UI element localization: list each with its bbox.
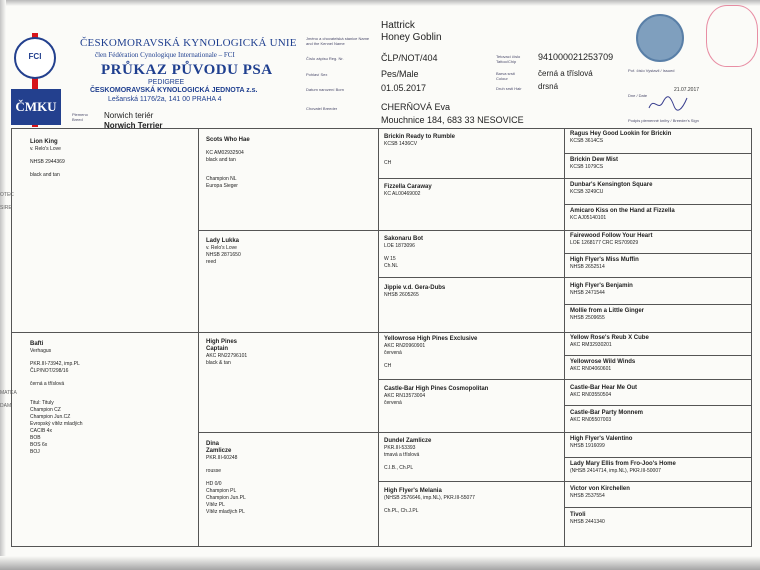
g4-name: Lady Mary Ellis from Fro-Joo's Home bbox=[570, 461, 676, 467]
breed-english: Norwich Terrier bbox=[104, 121, 163, 130]
g4-cell bbox=[570, 308, 644, 322]
g3-reg: (NHSB 2576646, imp.NL), PKR.III-55077 bbox=[384, 495, 475, 501]
dog-reg-number: ČLP/NOT/404 bbox=[381, 53, 438, 63]
dam-title: Champion CZ bbox=[30, 407, 61, 413]
sire-reg: NHSB 2944369 bbox=[30, 159, 65, 165]
scan-shadow-top bbox=[0, 0, 760, 6]
g4-cell bbox=[570, 157, 618, 171]
row-divider-s3 bbox=[564, 204, 751, 205]
dog-name-line2: Honey Goblin bbox=[381, 32, 442, 43]
sire-kennel: v. Relo's Love bbox=[30, 146, 61, 152]
g3-reg: AKC RN13573004 bbox=[384, 393, 426, 399]
row-divider-s9 bbox=[564, 355, 751, 356]
g4-name: Yellowrose Wild Winds bbox=[570, 359, 636, 365]
g4-reg: NHSB 2441340 bbox=[570, 519, 605, 525]
ss-colour: black and tan bbox=[206, 157, 236, 163]
g3-cell bbox=[384, 134, 455, 167]
g3-title: C.I.B., Ch.PL bbox=[384, 465, 414, 471]
dd-kennel: Zamlicze bbox=[206, 448, 232, 454]
document-subtitle: PEDIGREE bbox=[148, 79, 185, 86]
col-divider-2 bbox=[378, 129, 379, 546]
g4-name: Castle-Bar Hear Me Out bbox=[570, 385, 638, 391]
sign-label: Podpis plemenné knihy / Breeder's Sign bbox=[628, 118, 699, 123]
g3-name: Brickin Ready to Rumble bbox=[384, 134, 456, 140]
g4-reg: AKC RN05507003 bbox=[570, 417, 612, 423]
dog-name-line1: Hattrick bbox=[381, 20, 415, 31]
g3-colour: tmavá a tříslová bbox=[384, 452, 420, 458]
g4-name: Brickin Dew Mist bbox=[570, 157, 619, 163]
g3-reg: KCSB 1436CV bbox=[384, 141, 418, 147]
reg-label: Číslo zápisu Reg. Nr. bbox=[306, 56, 344, 61]
g4-name: Castle-Bar Party Monnem bbox=[570, 410, 644, 416]
g4-reg: NHSB 2537554 bbox=[570, 493, 605, 499]
dam-dam-cell bbox=[206, 441, 246, 516]
col-divider-3 bbox=[564, 129, 565, 546]
dam-cell bbox=[30, 341, 83, 456]
g4-reg: AKC RN04060601 bbox=[570, 366, 612, 372]
g4-reg: AKC RN03550504 bbox=[570, 392, 612, 398]
dd-name: Dina bbox=[206, 441, 220, 447]
g3-cell bbox=[384, 184, 432, 198]
dam-sire-cell bbox=[206, 339, 247, 367]
cmku-logo bbox=[11, 33, 61, 127]
colour-label: Barva srsti Colour bbox=[496, 71, 515, 81]
breed-label: Plemeno Breed bbox=[72, 112, 88, 122]
g4-reg: NHSB 1916099 bbox=[570, 443, 605, 449]
g4-cell bbox=[570, 335, 649, 349]
g3-title: W 15 bbox=[384, 256, 396, 262]
dam-title: BOB bbox=[30, 435, 41, 441]
dog-sex: Pes/Male bbox=[381, 69, 419, 79]
g3-name: Dundel Zamlicze bbox=[384, 438, 432, 444]
breeder-name: CHERŇOVÁ Eva bbox=[381, 102, 451, 112]
g4-name: Tivoli bbox=[570, 512, 586, 518]
dam-title: CACIB 4x bbox=[30, 428, 52, 434]
union-title: ČESKOMORAVSKÁ KYNOLOGICKÁ UNIE bbox=[80, 37, 297, 49]
g3-name: Fizzella Caraway bbox=[384, 184, 432, 190]
dd-title: Champion Jun.PL bbox=[206, 495, 246, 501]
dd-title: HD 0/0 bbox=[206, 481, 222, 487]
g4-name: Yellow Rose's Reub X Cube bbox=[570, 335, 649, 341]
breeder-label: Chovatel Breeder bbox=[306, 106, 338, 111]
g3-cell bbox=[384, 285, 445, 299]
g4-name: Dunbar's Kensington Square bbox=[570, 182, 653, 188]
row-divider-s13 bbox=[564, 457, 751, 458]
g4-cell bbox=[570, 385, 637, 399]
dam-title: BOJ bbox=[30, 449, 40, 455]
dd-colour: rousse bbox=[206, 468, 222, 474]
row-divider-e1 bbox=[378, 178, 751, 179]
name-label: Jméno a chovatelská stanice Name and the Kennel Name bbox=[306, 36, 370, 46]
scan-shadow-bottom bbox=[0, 556, 760, 570]
row-divider-q3 bbox=[198, 432, 751, 433]
dob-label: Datum narození Born bbox=[306, 87, 345, 92]
g4-reg: KCSB 1079CS bbox=[570, 164, 604, 170]
g4-name: Ragus Hey Good Lookin for Brickin bbox=[570, 131, 672, 137]
g4-name: Victor von Kirchellen bbox=[570, 486, 630, 492]
document-title: PRŮKAZ PŮVODU PSA bbox=[101, 62, 273, 78]
sd-colour: reed bbox=[206, 259, 217, 265]
issue-date: 21.07.2017 bbox=[674, 87, 700, 93]
fci-member-line: člen Fédération Cynologique Internationale – FCI bbox=[95, 51, 235, 59]
hair-label: Druh srsti Hair bbox=[496, 86, 522, 91]
organization-address: Lešanská 1176/2a, 141 00 PRAHA 4 bbox=[108, 96, 222, 103]
dam-side-label: MATKA DAM bbox=[0, 390, 17, 409]
dam-title: Evropský vítěz mladých bbox=[30, 421, 83, 427]
dam-title: BOS 6x bbox=[30, 442, 48, 448]
red-stamp-icon bbox=[706, 5, 758, 67]
dog-name bbox=[381, 20, 442, 44]
row-divider-e5 bbox=[378, 379, 751, 380]
g3-reg: KC AL00469002 bbox=[384, 191, 421, 197]
fci-seal-icon bbox=[14, 37, 56, 79]
g3-colour: červená bbox=[384, 400, 402, 406]
fci-logo-text: FCI bbox=[28, 52, 42, 61]
row-divider-s11 bbox=[564, 405, 751, 406]
breeder-info bbox=[381, 101, 524, 127]
date-label: Dne / Date bbox=[628, 93, 648, 98]
cmku-logo-box bbox=[11, 89, 61, 125]
row-divider-s15 bbox=[564, 507, 751, 508]
dd-title: Vítěz PL bbox=[206, 502, 225, 508]
g4-cell bbox=[570, 359, 635, 373]
ds-reg: AKC RN22796101 bbox=[206, 353, 248, 359]
g4-name: Fairewood Follow Your Heart bbox=[570, 233, 653, 239]
g3-reg: PKR.III-53393 bbox=[384, 445, 416, 451]
g3-reg: LOE 1873096 bbox=[384, 243, 415, 249]
breed-czech: Norwich teriér bbox=[104, 111, 154, 120]
chip-label: Tetovací číslo Tattoo/Chip bbox=[496, 54, 521, 64]
g4-name: Amicaro Kiss on the Hand at Fizzella bbox=[570, 208, 675, 214]
g4-cell bbox=[570, 486, 630, 500]
ds-kennel: Captain bbox=[206, 346, 229, 352]
ss-name: Scots Who Hae bbox=[206, 137, 250, 143]
dam-title: Titul: Tituly bbox=[30, 400, 54, 406]
g4-cell bbox=[570, 436, 632, 450]
row-divider-q1 bbox=[198, 230, 751, 231]
dam-reg: PKR.III-73942, imp.PL bbox=[30, 361, 80, 367]
coat-type: drsná bbox=[538, 82, 559, 91]
sire-side-label: OTEC SIRE bbox=[0, 192, 14, 211]
g4-cell bbox=[570, 182, 652, 196]
sire-sire-cell bbox=[206, 137, 250, 190]
g4-reg: NHSB 2471544 bbox=[570, 290, 605, 296]
g4-reg: AKC RM32930201 bbox=[570, 342, 612, 348]
sd-kennel: v. Relo's Love bbox=[206, 245, 237, 251]
g4-reg: NHSB 2509655 bbox=[570, 315, 605, 321]
g3-name: Yellowrose High Pines Exclusive bbox=[384, 336, 478, 342]
g4-cell bbox=[570, 131, 671, 145]
g4-name: High Flyer's Valentino bbox=[570, 436, 633, 442]
row-divider-e7 bbox=[378, 481, 751, 482]
dd-title: Vítěz mladých PL bbox=[206, 509, 245, 515]
g3-title: CH bbox=[384, 160, 392, 166]
dam-title: Champion Jun.CZ bbox=[30, 414, 71, 420]
row-divider-s5 bbox=[564, 253, 751, 254]
cmku-logo-text: ČMKU bbox=[15, 99, 57, 114]
sire-colour: black and tan bbox=[30, 172, 60, 178]
coat-colour: černá a tříslová bbox=[538, 69, 593, 78]
dd-reg: PKR.III-60248 bbox=[206, 455, 238, 461]
issue-label: Poř. číslo Vystavil / Issued bbox=[628, 68, 675, 73]
row-divider-half bbox=[12, 332, 751, 333]
g4-name: Mollie from a Little Ginger bbox=[570, 308, 645, 314]
g3-cell bbox=[384, 438, 431, 472]
g4-cell bbox=[570, 233, 652, 247]
sd-name: Lady Lukka bbox=[206, 238, 240, 244]
official-stamp-icon bbox=[636, 14, 684, 62]
dam-name: Bafti bbox=[30, 341, 44, 347]
dam-colour: černá a tříslová bbox=[30, 381, 65, 387]
g3-title: Ch.NL bbox=[384, 263, 399, 269]
g4-cell bbox=[570, 512, 605, 526]
g3-reg: NHSB 2605265 bbox=[384, 292, 419, 298]
sex-label: Pohlaví Sex bbox=[306, 72, 328, 77]
row-divider-e3 bbox=[378, 277, 751, 278]
g3-colour: červená bbox=[384, 350, 402, 356]
g4-name: High Flyer's Benjamin bbox=[570, 283, 633, 289]
row-divider-s7 bbox=[564, 304, 751, 305]
g3-name: Sakonaru Bot bbox=[384, 236, 424, 242]
g3-cell bbox=[384, 236, 423, 270]
g4-cell bbox=[570, 410, 643, 424]
col-divider-1 bbox=[198, 129, 199, 546]
g3-title: CH bbox=[384, 363, 392, 369]
ss-reg: KC AM02932504 bbox=[206, 150, 244, 156]
row-divider-s1 bbox=[564, 153, 751, 154]
g4-reg: KCSB 3249CU bbox=[570, 189, 604, 195]
ds-colour: black & tan bbox=[206, 360, 231, 366]
g4-reg: KCSB 3614CS bbox=[570, 138, 604, 144]
g3-name: High Flyer's Melania bbox=[384, 488, 442, 494]
g3-reg: AKC RN20960901 bbox=[384, 343, 426, 349]
g4-reg: LOE 1268177 CRC RS709029 bbox=[570, 240, 639, 246]
g3-cell bbox=[384, 488, 475, 515]
g3-title: Ch.PL, Ch.J.PL bbox=[384, 508, 419, 514]
g3-name: Jippie v.d. Gera-Dubs bbox=[384, 285, 446, 291]
dd-title: Champion PL bbox=[206, 488, 237, 494]
dam-kennel: Verhagus bbox=[30, 348, 52, 354]
sire-name: Lion King bbox=[30, 139, 58, 145]
dam-reg2: ČLP/NOT/298/16 bbox=[30, 368, 69, 374]
signature-icon bbox=[646, 92, 690, 114]
g4-reg: (NHSB 2414714, imp.NL), PKR.III-50007 bbox=[570, 468, 661, 474]
dog-birth-date: 01.05.2017 bbox=[381, 83, 427, 93]
breeder-address: Mouchnice 184, 683 33 NESOVICE bbox=[381, 115, 524, 125]
g4-reg: KC AJ05140101 bbox=[570, 215, 607, 221]
sire-cell bbox=[30, 139, 65, 179]
g4-cell bbox=[570, 208, 675, 222]
chip-number: 941000021253709 bbox=[538, 52, 614, 62]
g3-name: Castle-Bar High Pines Cosmopolitan bbox=[384, 386, 489, 392]
organization-name: ČESKOMORAVSKÁ KYNOLOGICKÁ JEDNOTA z.s. bbox=[90, 87, 258, 94]
sire-dam-cell bbox=[206, 238, 241, 266]
g4-cell bbox=[570, 257, 639, 271]
sd-reg: NHSB 2871650 bbox=[206, 252, 241, 258]
ds-name: High Pines bbox=[206, 339, 238, 345]
ss-title: Champion NL bbox=[206, 176, 237, 182]
g3-cell bbox=[384, 386, 488, 407]
g4-cell bbox=[570, 283, 633, 297]
g4-cell bbox=[570, 461, 676, 475]
g3-cell bbox=[384, 336, 477, 370]
ss-title: Europa Sieger bbox=[206, 183, 238, 189]
pedigree-table bbox=[0, 128, 752, 547]
g4-reg: NHSB 2652514 bbox=[570, 264, 605, 270]
g4-name: High Flyer's Miss Muffin bbox=[570, 257, 639, 263]
